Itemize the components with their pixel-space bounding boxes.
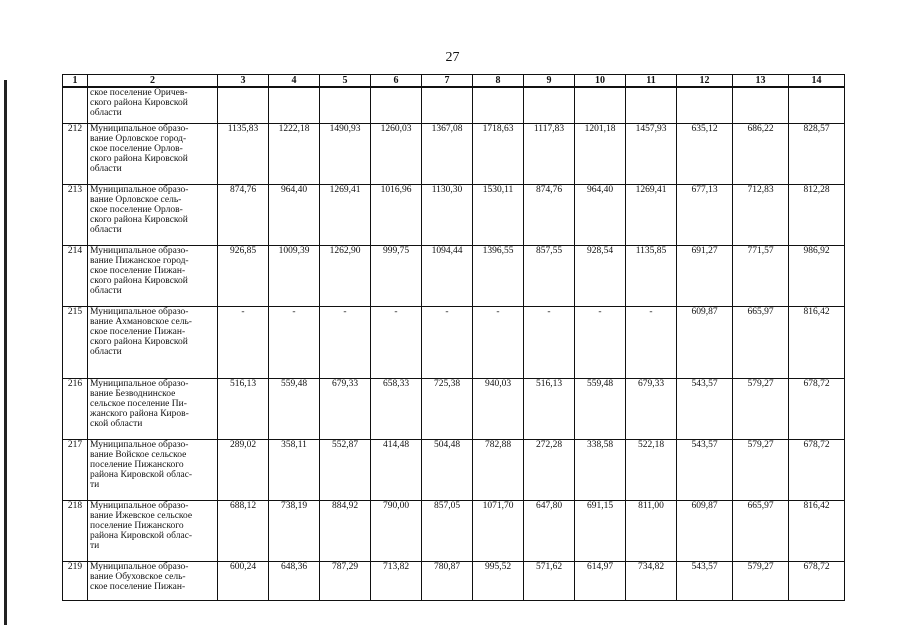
value-cell-col-7: 1130,30 — [422, 184, 473, 245]
value-cell-col-14 — [789, 87, 845, 123]
value-cell-col-4: 964,40 — [269, 184, 320, 245]
municipality-name-cell — [88, 306, 218, 378]
table-row — [63, 123, 845, 184]
table-row — [63, 378, 845, 439]
value-cell-col-3: 874,76 — [218, 184, 269, 245]
value-cell-col-7: - — [422, 306, 473, 378]
value-cell-col-10: 964,40 — [575, 184, 626, 245]
value-cell-col-9: - — [524, 306, 575, 378]
value-cell-col-9: 516,13 — [524, 378, 575, 439]
value-cell-col-14: 816,42 — [789, 306, 845, 378]
value-cell-col-10 — [575, 87, 626, 123]
value-cell-col-14: 986,92 — [789, 245, 845, 306]
value-cell-col-13 — [733, 87, 789, 123]
row-number: 217 — [63, 439, 88, 500]
municipality-name-cell — [88, 439, 218, 500]
scan-edge-line — [4, 80, 7, 625]
municipality-name-cell — [88, 123, 218, 184]
row-number: 219 — [63, 561, 88, 600]
column-header-8: 8 — [473, 75, 524, 88]
municipality-name: Муниципальное образо- вание Орловское сель- ское поселение Орлов- ского района Кировской области — [90, 184, 189, 235]
value-cell-col-11: 1457,93 — [626, 123, 677, 184]
column-header-14: 14 — [789, 75, 845, 88]
value-cell-col-9: 874,76 — [524, 184, 575, 245]
header-row — [63, 75, 845, 88]
column-header-10: 10 — [575, 75, 626, 88]
value-cell-col-10: - — [575, 306, 626, 378]
value-cell-col-12: 543,57 — [677, 561, 733, 600]
value-cell-col-5: 884,92 — [320, 500, 371, 561]
row-number — [63, 87, 88, 123]
table-row — [63, 561, 845, 600]
value-cell-col-10: 928,54 — [575, 245, 626, 306]
value-cell-col-7: 780,87 — [422, 561, 473, 600]
value-cell-col-3: 688,12 — [218, 500, 269, 561]
value-cell-col-10: 338,58 — [575, 439, 626, 500]
value-cell-col-3: 289,02 — [218, 439, 269, 500]
value-cell-col-6: 713,82 — [371, 561, 422, 600]
value-cell-col-7: 504,48 — [422, 439, 473, 500]
row-number: 212 — [63, 123, 88, 184]
value-cell-col-9: 857,55 — [524, 245, 575, 306]
row-number: 213 — [63, 184, 88, 245]
column-header-5: 5 — [320, 75, 371, 88]
value-cell-col-14: 678,72 — [789, 378, 845, 439]
value-cell-col-4: - — [269, 306, 320, 378]
value-cell-col-11: 811,00 — [626, 500, 677, 561]
value-cell-col-3: 600,24 — [218, 561, 269, 600]
column-header-3: 3 — [218, 75, 269, 88]
value-cell-col-8: - — [473, 306, 524, 378]
municipality-name: ское поселение Оричев- ского района Кировской области — [90, 88, 188, 118]
value-cell-col-14: 678,72 — [789, 561, 845, 600]
column-header-1: 1 — [63, 75, 88, 88]
value-cell-col-10: 1201,18 — [575, 123, 626, 184]
value-cell-col-12: 543,57 — [677, 439, 733, 500]
value-cell-col-5: - — [320, 306, 371, 378]
value-cell-col-5 — [320, 87, 371, 123]
value-cell-col-6: 790,00 — [371, 500, 422, 561]
row-number: 215 — [63, 306, 88, 378]
value-cell-col-6 — [371, 87, 422, 123]
column-header-13: 13 — [733, 75, 789, 88]
value-cell-col-11: 1135,85 — [626, 245, 677, 306]
value-cell-col-12: 609,87 — [677, 306, 733, 378]
value-cell-col-6: 999,75 — [371, 245, 422, 306]
municipality-name-cell — [88, 500, 218, 561]
municipality-name-cell — [88, 378, 218, 439]
value-cell-col-8: 1530,11 — [473, 184, 524, 245]
value-cell-col-13: 665,97 — [733, 306, 789, 378]
value-cell-col-7: 725,38 — [422, 378, 473, 439]
value-cell-col-5: 552,87 — [320, 439, 371, 500]
table-row — [63, 87, 845, 123]
value-cell-col-9: 272,28 — [524, 439, 575, 500]
value-cell-col-8: 995,52 — [473, 561, 524, 600]
value-cell-col-14: 828,57 — [789, 123, 845, 184]
value-cell-col-5: 679,33 — [320, 378, 371, 439]
value-cell-col-7: 857,05 — [422, 500, 473, 561]
municipality-name: Муниципальное образо- вание Обуховское сель- ское поселение Пижан- — [90, 561, 189, 592]
value-cell-col-11: 679,33 — [626, 378, 677, 439]
value-cell-col-10: 559,48 — [575, 378, 626, 439]
value-cell-col-4: 1222,18 — [269, 123, 320, 184]
column-header-12: 12 — [677, 75, 733, 88]
value-cell-col-11: 522,18 — [626, 439, 677, 500]
table-row — [63, 184, 845, 245]
column-header-7: 7 — [422, 75, 473, 88]
value-cell-col-11: 1269,41 — [626, 184, 677, 245]
value-cell-col-13: 665,97 — [733, 500, 789, 561]
value-cell-col-3: 926,85 — [218, 245, 269, 306]
value-cell-col-14: 812,28 — [789, 184, 845, 245]
value-cell-col-6: - — [371, 306, 422, 378]
column-header-6: 6 — [371, 75, 422, 88]
value-cell-col-7 — [422, 87, 473, 123]
value-cell-col-13: 579,27 — [733, 378, 789, 439]
value-cell-col-5: 787,29 — [320, 561, 371, 600]
value-cell-col-4: 559,48 — [269, 378, 320, 439]
value-cell-col-13: 771,57 — [733, 245, 789, 306]
value-cell-col-6: 658,33 — [371, 378, 422, 439]
municipality-name-cell — [88, 245, 218, 306]
value-cell-col-12: 691,27 — [677, 245, 733, 306]
value-cell-col-7: 1367,08 — [422, 123, 473, 184]
value-cell-col-8: 1071,70 — [473, 500, 524, 561]
table-body — [63, 87, 845, 600]
municipality-name-cell — [88, 184, 218, 245]
table-row — [63, 439, 845, 500]
column-header-9: 9 — [524, 75, 575, 88]
value-cell-col-9 — [524, 87, 575, 123]
municipality-name: Муниципальное образо- вание Войское сельское поселение Пижанского района Кировской облас- ти — [90, 439, 193, 490]
value-cell-col-12: 543,57 — [677, 378, 733, 439]
municipality-name-cell — [88, 87, 218, 123]
value-cell-col-13: 686,22 — [733, 123, 789, 184]
value-cell-col-4: 1009,39 — [269, 245, 320, 306]
value-cell-col-11: - — [626, 306, 677, 378]
value-cell-col-3: 516,13 — [218, 378, 269, 439]
column-header-2: 2 — [88, 75, 218, 88]
table-row — [63, 306, 845, 378]
table-row — [63, 500, 845, 561]
municipality-name: Муниципальное образо- вание Ижевское сельское поселение Пижанского района Кировской облас- ти — [90, 500, 193, 551]
table-row — [63, 245, 845, 306]
value-cell-col-14: 816,42 — [789, 500, 845, 561]
value-cell-col-8: 782,88 — [473, 439, 524, 500]
value-cell-col-12 — [677, 87, 733, 123]
value-cell-col-12: 635,12 — [677, 123, 733, 184]
value-cell-col-8: 1718,63 — [473, 123, 524, 184]
municipality-name: Муниципальное образо- вание Ахмановское сель- ское поселение Пижан- ского района Кировской области — [90, 306, 192, 357]
column-header-4: 4 — [269, 75, 320, 88]
municipality-name-cell — [88, 561, 218, 600]
value-cell-col-7: 1094,44 — [422, 245, 473, 306]
page-number: 27 — [445, 50, 460, 65]
value-cell-col-3 — [218, 87, 269, 123]
value-cell-col-10: 614,97 — [575, 561, 626, 600]
value-cell-col-13: 712,83 — [733, 184, 789, 245]
value-cell-col-5: 1262,90 — [320, 245, 371, 306]
row-number: 218 — [63, 500, 88, 561]
value-cell-col-8: 1396,55 — [473, 245, 524, 306]
row-number: 216 — [63, 378, 88, 439]
column-header-11: 11 — [626, 75, 677, 88]
value-cell-col-9: 1117,83 — [524, 123, 575, 184]
value-cell-col-6: 1016,96 — [371, 184, 422, 245]
row-number: 214 — [63, 245, 88, 306]
value-cell-col-8 — [473, 87, 524, 123]
value-cell-col-8: 940,03 — [473, 378, 524, 439]
value-cell-col-13: 579,27 — [733, 561, 789, 600]
value-cell-col-4: 358,11 — [269, 439, 320, 500]
value-cell-col-3: 1135,83 — [218, 123, 269, 184]
value-cell-col-14: 678,72 — [789, 439, 845, 500]
value-cell-col-4: 648,36 — [269, 561, 320, 600]
value-cell-col-11 — [626, 87, 677, 123]
municipality-name: Муниципальное образо- вание Орловское город- ское поселение Орлов- ского района Кировской области — [90, 123, 189, 174]
value-cell-col-5: 1490,93 — [320, 123, 371, 184]
value-cell-col-11: 734,82 — [626, 561, 677, 600]
value-cell-col-12: 609,87 — [677, 500, 733, 561]
value-cell-col-3: - — [218, 306, 269, 378]
value-cell-col-4: 738,19 — [269, 500, 320, 561]
value-cell-col-4 — [269, 87, 320, 123]
municipality-name: Муниципальное образо- вание Безводнинское сельское поселение Пи- жанского района Киров- ской области — [90, 378, 189, 429]
value-cell-col-13: 579,27 — [733, 439, 789, 500]
value-cell-col-5: 1269,41 — [320, 184, 371, 245]
value-cell-col-6: 1260,03 — [371, 123, 422, 184]
value-cell-col-12: 677,13 — [677, 184, 733, 245]
table-header — [63, 75, 845, 88]
value-cell-col-9: 571,62 — [524, 561, 575, 600]
municipality-name: Муниципальное образо- вание Пижанское город- ское поселение Пижан- ского района Кировской области — [90, 245, 189, 296]
value-cell-col-9: 647,80 — [524, 500, 575, 561]
value-cell-col-6: 414,48 — [371, 439, 422, 500]
data-table — [62, 74, 845, 601]
value-cell-col-10: 691,15 — [575, 500, 626, 561]
